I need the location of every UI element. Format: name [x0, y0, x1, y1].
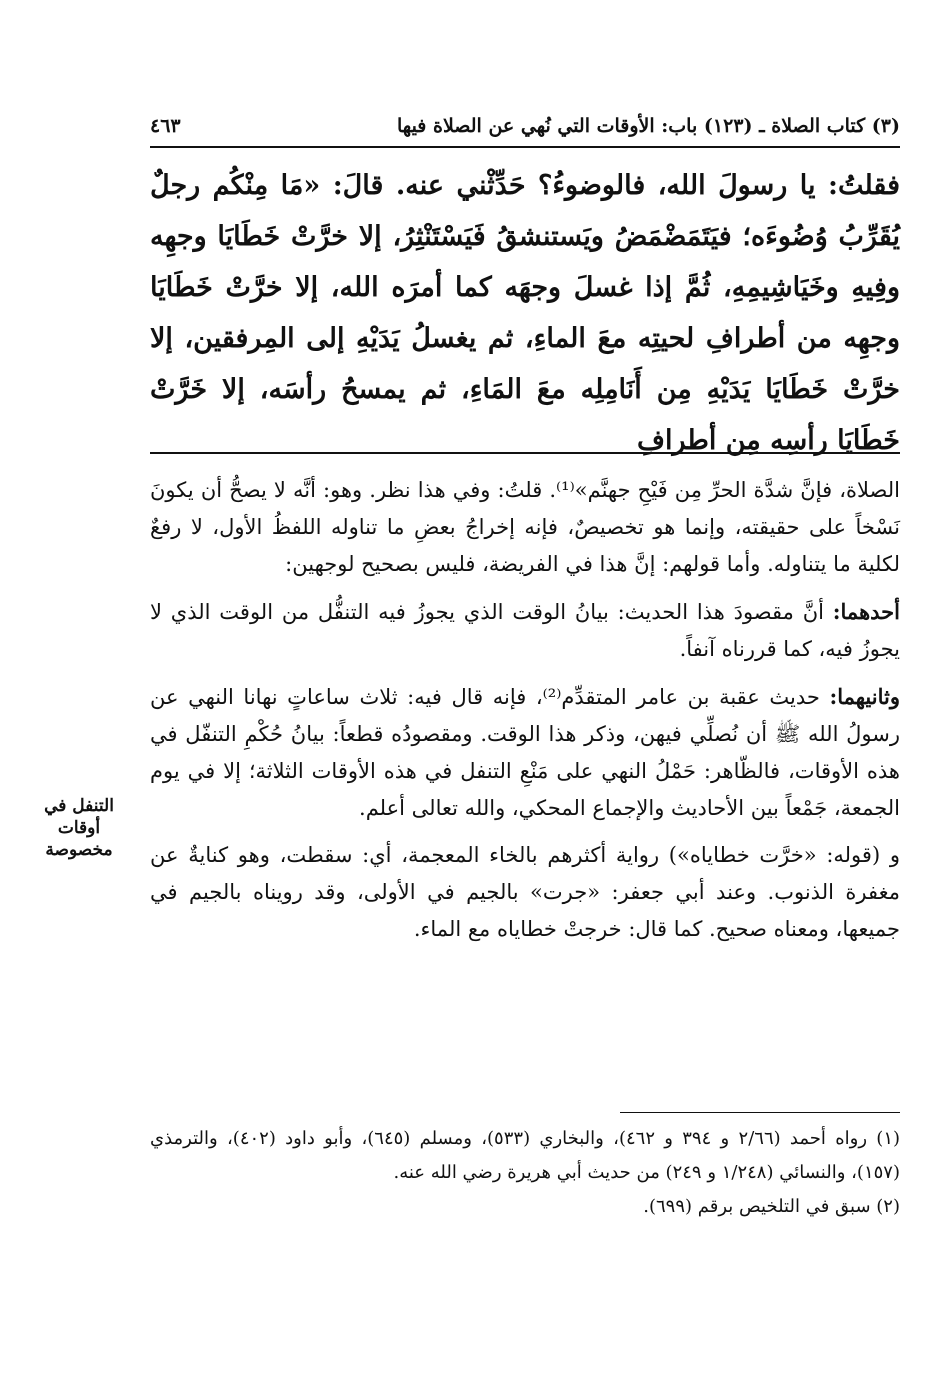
commentary-paragraph-1: الصلاة، فإنَّ شدَّة الحرِّ مِن فَيْحِ جهنَّم»⁽¹⁾. قلتُ: وفي هذا نظر. وهو: أنَّه لا يصحُّ أن يكونَ نَسْخاً على حقيقته، وإنما هو تخصيصٌ، فإنه إخراجُ بعضِ ما تناوله اللفظُ الأول، لا رفعٌ لكلية ما يتناوله. وأما قولهم: إنَّ هذا في الفريضة، فليس بصحيح لوجهين: [150, 478, 900, 576]
commentary-paragraph-3 [150, 678, 900, 827]
page-header [150, 108, 900, 144]
commentary-paragraph-2 [150, 593, 900, 668]
margin-heading-line: أوقات [57, 818, 101, 838]
margin-heading-line: التنفل في [44, 796, 114, 816]
hadith-text: فقلتُ: يا رسولَ الله، فالوضوءُ؟ حَدِّثْني عنه. قالَ: «مَا مِنْكُم رجلٌ يُقَرِّبُ وُضُوءَه؛ فيَتَمَضْمَضُ ويَستنشقُ فَيَسْتَنْثِرُ، إلا خرَّتْ خَطَايَا وجهِه وفِيهِ وخَيَاشِيمِهِ، ثُمَّ إذا غسلَ وجهَه كما أمرَه الله، إلا خرَّتْ خَطَايَا وجهِه من أطرافِ لحيتِه معَ الماءِ، ثم يغسلُ يَدَيْهِ إلى المِرفقين، إلا خرَّتْ خَطَايَا يَدَيْهِ مِن أَنَامِلِه معَ المَاءِ، ثم يمسحُ رأسَه، إلا خَرَّتْ خَطَايَا رأسِه مِن أطرافِ [150, 170, 900, 456]
paragraph-lead: وثانيهما: [829, 684, 900, 709]
paragraph-body: أنَّ مقصودَ هذا الحديث: بيانُ الوقت الذي يجوزُ فيه التنفُّل من الوقت الذي لا يجوزُ فيه، كما قررناه آنفاً. [150, 600, 900, 661]
section-divider [150, 452, 900, 454]
running-title: (٣) كتاب الصلاة ـ (١٢٣) باب: الأوقات التي نُهي عن الصلاة فيها [397, 115, 900, 137]
commentary-paragraph-4: و (قوله: «خرَّت خطاياه») رواية أكثرهم بالخاء المعجمة، أي: سقطت، وهو كنايةٌ عن مغفرة الذنوب. وعند أبي جعفر: «جرت» بالجيم في الأولى، وقد رويناه بالجيم في جميعها، ومعناه صحيح. كما قال: خرجتْ خطاياه مع الماء. [150, 843, 900, 941]
header-rule [150, 146, 900, 148]
paragraph-body: حديث عقبة بن عامر المتقدِّم⁽²⁾، فإنه قال فيه: ثلاث ساعاتٍ نهانا النهي عن رسولُ الله ﷺ أن نُصلِّي فيهن، وذكر هذا الوقت. ومقصودُه قطعاً: بيانُ حُكْمِ التنفّل في هذه الأوقات، فالظّاهر: حَمْلُ النهي على مَنْعِ التنفل في هذه الأوقات الثلاثة؛ إلا في يوم الجمعة، جَمْعاً بين الأحاديث والإجماع المحكي، والله تعالى أعلم. [150, 685, 900, 820]
paragraph-lead: أحدهما: [832, 599, 900, 624]
footnote-rule [620, 1112, 900, 1113]
margin-heading-line: مخصوصة [45, 840, 113, 860]
page-number: ٤٦٣ [150, 115, 181, 137]
margin-heading [12, 795, 146, 861]
footnote-1: (١) رواه أحمد (٢/٦٦ و ٣٩٤ و ٤٦٢)، والبخاري (٥٣٣)، ومسلم (٦٤٥)، وأبو داود (٤٠٢)، والترمذي (١٥٧)، والنسائي (١/٢٤٨ و ٢٤٩) من حديث أبي هريرة رضي الله عنه. [150, 1128, 901, 1183]
footnotes [150, 1122, 900, 1224]
commentary [150, 472, 900, 948]
footnote-2: (٢) سبق في التلخيص برقم (٦٩٩). [643, 1196, 900, 1217]
